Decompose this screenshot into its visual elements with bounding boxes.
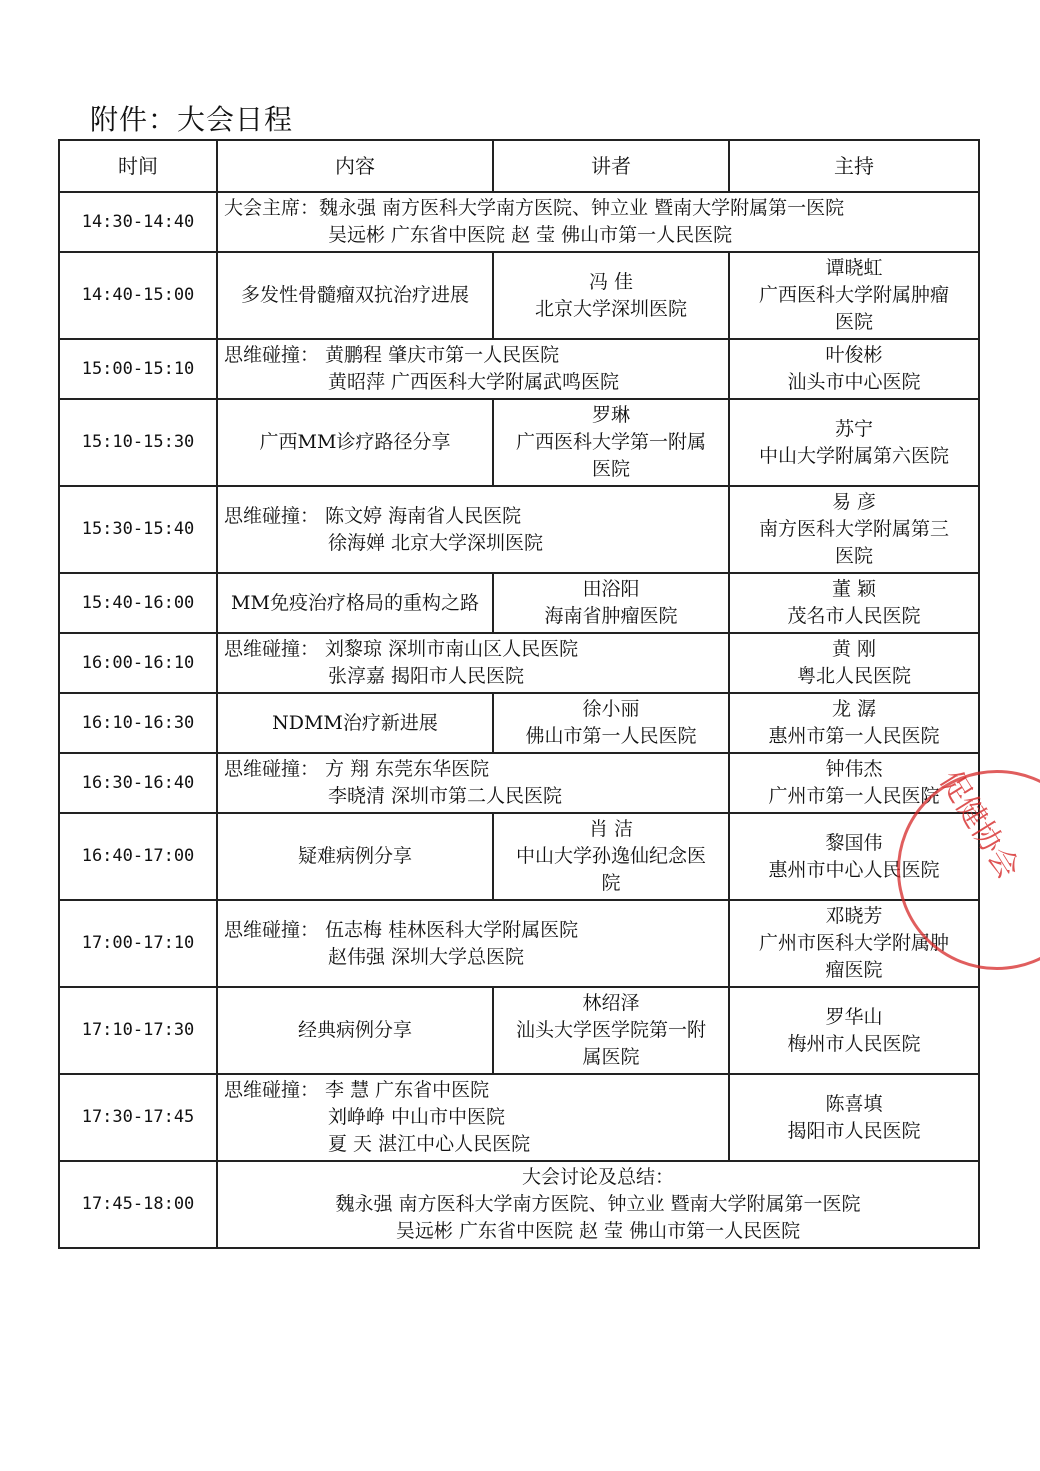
host-affiliation: 中山大学附属第六医院 <box>758 444 949 467</box>
host-cell <box>729 252 979 339</box>
time-cell: 15:10-15:30 <box>59 399 217 486</box>
speaker-affiliation: 院 <box>601 872 621 894</box>
host-name: 钟伟杰 <box>825 758 883 780</box>
host-cell <box>729 987 979 1074</box>
host-name: 苏宁 <box>834 417 873 440</box>
host-cell <box>729 339 979 399</box>
topic-text: 广西MM诊疗路径分享 <box>259 431 451 453</box>
speaker-cell <box>493 573 729 633</box>
speaker-affiliation: 北京大学深圳医院 <box>534 297 687 320</box>
host-affiliation: 梅州市人民医院 <box>787 1032 921 1055</box>
discussion-cell <box>217 486 729 573</box>
host-cell <box>729 633 979 693</box>
host-cell <box>729 486 979 573</box>
host-cell <box>729 753 979 813</box>
time-cell: 15:40-16:00 <box>59 573 217 633</box>
discussion-line: 黄昭萍 广西医科大学附属武鸣医院 <box>328 371 620 393</box>
host-name: 易 彦 <box>831 491 877 513</box>
speaker-affiliation: 广西医科大学第一附属 <box>515 431 706 453</box>
discussion-line: 张淳嘉 揭阳市人民医院 <box>328 665 525 687</box>
summary-line: 吴远彬 广东省中医院 赵 莹 佛山市第一人民医院 <box>395 1220 801 1242</box>
host-affiliation: 揭阳市人民医院 <box>787 1119 921 1142</box>
table-row <box>59 1161 979 1248</box>
host-name: 谭晓虹 <box>825 257 883 279</box>
discussion-line: 刘峥峥 中山市中医院 <box>328 1106 506 1128</box>
speaker-name: 田浴阳 <box>582 578 640 600</box>
header-row <box>59 140 979 192</box>
summary-line: 魏永强 南方医科大学南方医院、钟立业 暨南大学附属第一医院 <box>335 1193 861 1215</box>
summary-line: 大会讨论及总结： <box>521 1166 674 1188</box>
topic-text: 疑难病例分享 <box>297 845 412 867</box>
host-affiliation: 惠州市中心人民医院 <box>768 858 940 881</box>
time-cell: 14:30-14:40 <box>59 192 217 252</box>
host-name: 董 颖 <box>831 578 877 600</box>
host-cell <box>729 1074 979 1161</box>
discussion-line: 赵伟强 深圳大学总医院 <box>328 945 525 968</box>
host-affiliation: 茂名市人民医院 <box>787 605 921 627</box>
chair-cell <box>217 192 979 252</box>
topic-text: 经典病例分享 <box>297 1019 412 1041</box>
host-cell <box>729 399 979 486</box>
summary-cell <box>217 1161 979 1248</box>
time-cell: 17:30-17:45 <box>59 1074 217 1161</box>
header-host: 主持 <box>729 140 979 192</box>
discussion-line: 夏 天 湛江中心人民医院 <box>328 1133 531 1155</box>
speaker-affiliation: 佛山市第一人民医院 <box>525 725 697 747</box>
speaker-name: 冯 佳 <box>588 270 634 293</box>
table-row <box>59 900 979 987</box>
discussion-cell <box>217 900 729 987</box>
speaker-affiliation: 属医院 <box>582 1046 640 1068</box>
host-cell <box>729 900 979 987</box>
speaker-cell <box>493 813 729 900</box>
discussion-line: 李晓清 深圳市第二人民医院 <box>328 785 563 807</box>
host-cell <box>729 813 979 900</box>
schedule-table <box>58 139 980 1249</box>
discussion-cell <box>217 633 729 693</box>
table-row <box>59 1074 979 1161</box>
speaker-cell <box>493 987 729 1074</box>
host-cell <box>729 573 979 633</box>
content-cell <box>217 693 493 753</box>
topic-text: 多发性骨髓瘤双抗治疗进展 <box>240 284 469 306</box>
host-cell <box>729 693 979 753</box>
discussion-line: 思维碰撞： 黄鹏程 肇庆市第一人民医院 <box>224 344 560 366</box>
discussion-cell <box>217 339 729 399</box>
host-affiliation: 医院 <box>834 311 873 333</box>
content-cell <box>217 399 493 486</box>
host-affiliation: 惠州市第一人民医院 <box>768 725 940 747</box>
host-affiliation: 粤北人民医院 <box>796 665 911 687</box>
host-name: 邓晓芳 <box>825 905 883 927</box>
page-title: 附件：大会日程 <box>90 103 294 136</box>
speaker-cell <box>493 252 729 339</box>
discussion-line: 徐海婵 北京大学深圳医院 <box>328 531 544 554</box>
host-affiliation: 广西医科大学附属肿瘤 <box>758 284 949 306</box>
discussion-cell <box>217 753 729 813</box>
discussion-line: 思维碰撞： 伍志梅 桂林医科大学附属医院 <box>224 918 579 941</box>
time-cell: 16:40-17:00 <box>59 813 217 900</box>
discussion-line: 思维碰撞： 陈文婷 海南省人民医院 <box>224 504 522 527</box>
host-affiliation: 瘤医院 <box>825 959 883 981</box>
time-cell: 16:10-16:30 <box>59 693 217 753</box>
table-row <box>59 399 979 486</box>
time-cell: 17:45-18:00 <box>59 1161 217 1248</box>
host-affiliation: 广州市第一人民医院 <box>768 785 940 807</box>
table-row <box>59 693 979 753</box>
speaker-name: 罗琳 <box>591 404 630 426</box>
chair-line: 吴远彬 广东省中医院 赵 莹 佛山市第一人民医院 <box>328 224 733 246</box>
content-cell <box>217 252 493 339</box>
discussion-cell <box>217 1074 729 1161</box>
host-name: 叶俊彬 <box>825 344 883 366</box>
content-cell <box>217 987 493 1074</box>
host-affiliation: 广州市医科大学附属肿 <box>758 932 949 954</box>
header-time: 时间 <box>59 140 217 192</box>
host-name: 陈喜填 <box>825 1092 883 1115</box>
time-cell: 15:00-15:10 <box>59 339 217 399</box>
discussion-line: 思维碰撞： 李 慧 广东省中医院 <box>224 1079 490 1101</box>
chair-line: 大会主席：魏永强 南方医科大学南方医院、钟立业 暨南大学附属第一医院 <box>224 197 845 219</box>
topic-text: MM免疫治疗格局的重构之路 <box>231 591 479 614</box>
time-cell: 14:40-15:00 <box>59 252 217 339</box>
table-row <box>59 486 979 573</box>
host-name: 罗华山 <box>825 1005 883 1028</box>
time-cell: 16:00-16:10 <box>59 633 217 693</box>
time-cell: 16:30-16:40 <box>59 753 217 813</box>
stamp-text: 促健协会 <box>932 764 1026 886</box>
host-name: 龙 潺 <box>831 698 877 720</box>
host-affiliation: 医院 <box>834 545 873 567</box>
header-speaker: 讲者 <box>493 140 729 192</box>
speaker-affiliation: 海南省肿瘤医院 <box>544 605 678 627</box>
header-content: 内容 <box>217 140 493 192</box>
content-cell <box>217 573 493 633</box>
speaker-affiliation: 汕头大学医学院第一附 <box>515 1019 706 1041</box>
table-row <box>59 252 979 339</box>
table-row <box>59 573 979 633</box>
speaker-cell <box>493 693 729 753</box>
table-row <box>59 753 979 813</box>
speaker-name: 肖 洁 <box>588 818 634 840</box>
time-cell: 17:00-17:10 <box>59 900 217 987</box>
table-row <box>59 192 979 252</box>
discussion-line: 思维碰撞： 刘黎琼 深圳市南山区人民医院 <box>224 638 579 660</box>
table-row <box>59 813 979 900</box>
speaker-affiliation: 医院 <box>591 458 630 480</box>
topic-text: NDMM治疗新进展 <box>272 711 438 734</box>
host-affiliation: 汕头市中心医院 <box>787 371 921 393</box>
time-cell: 15:30-15:40 <box>59 486 217 573</box>
speaker-affiliation: 中山大学孙逸仙纪念医 <box>515 845 706 867</box>
host-name: 黎国伟 <box>825 831 883 854</box>
speaker-name: 徐小丽 <box>582 698 640 720</box>
speaker-cell <box>493 399 729 486</box>
host-affiliation: 南方医科大学附属第三 <box>758 518 949 540</box>
discussion-line: 思维碰撞： 方 翔 东莞东华医院 <box>224 758 490 780</box>
table-row <box>59 339 979 399</box>
host-name: 黄 刚 <box>831 638 877 660</box>
table-row <box>59 987 979 1074</box>
speaker-name: 林绍泽 <box>582 992 640 1014</box>
content-cell <box>217 813 493 900</box>
time-cell: 17:10-17:30 <box>59 987 217 1074</box>
table-row <box>59 633 979 693</box>
